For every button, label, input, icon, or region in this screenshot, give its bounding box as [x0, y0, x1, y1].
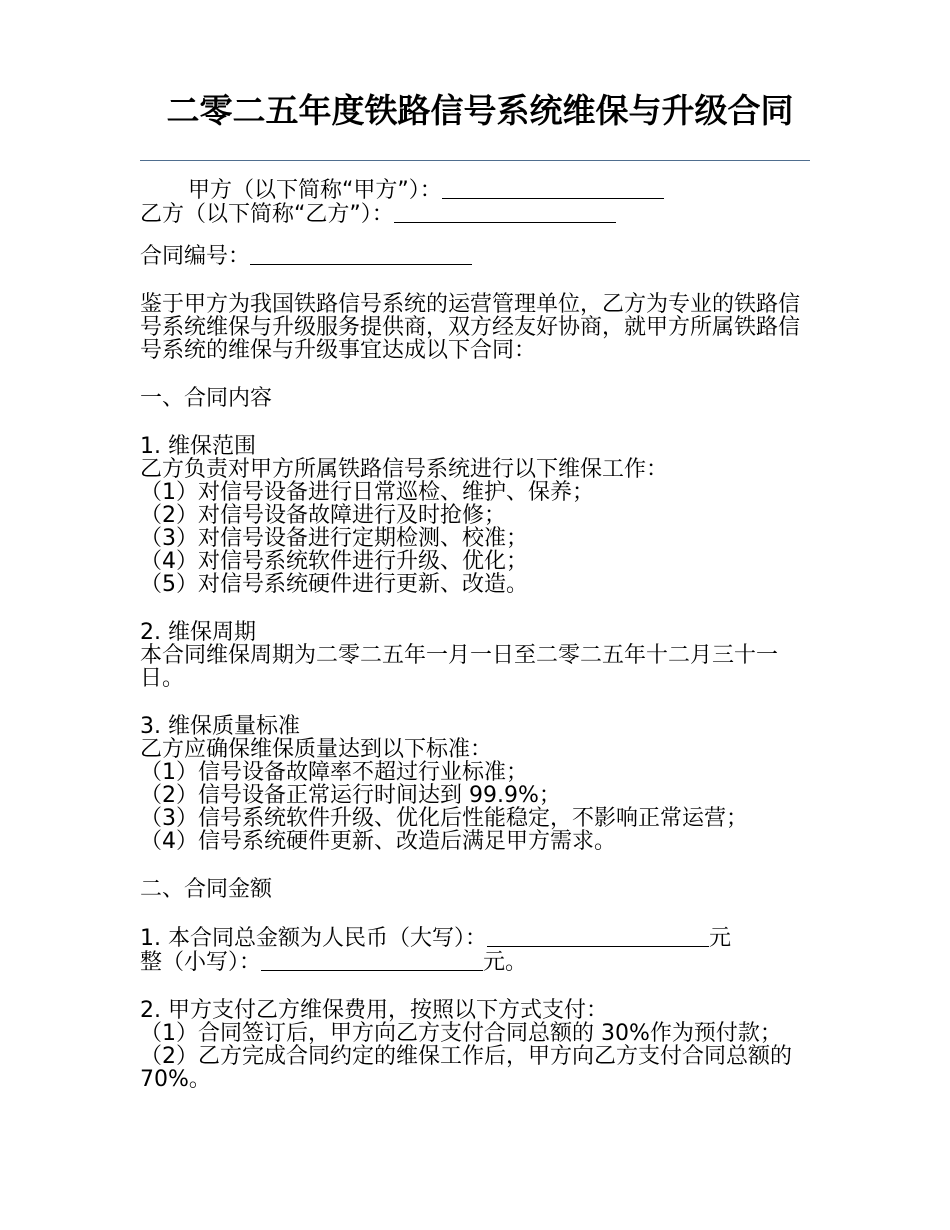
party-b-label: 乙方（以下简称“乙方”）：: [140, 202, 394, 227]
paragraph: 乙方应确保维保质量达到以下标准：: [140, 737, 493, 762]
list-item: （5）对信号系统硬件进行更新、改造。: [140, 572, 528, 597]
amount-unit: 元: [709, 926, 732, 951]
subsection-heading: 1. 维保范围: [140, 434, 256, 459]
document-body: [140, 178, 812, 1091]
party-a-label: 甲方（以下简称“甲方”）：: [188, 178, 442, 203]
party-a-line: [140, 178, 812, 202]
amount-line-2: [140, 950, 812, 974]
section-heading: 一、合同内容: [140, 386, 273, 411]
amount-figure-unit: 元。: [483, 950, 528, 975]
party-b-line: [140, 202, 812, 226]
list-item: （1）对信号设备进行日常巡检、维护、保养；: [140, 480, 594, 505]
party-b-blank: [394, 202, 616, 223]
list-item: （3）对信号设备进行定期检测、校准；: [140, 526, 528, 551]
amount-label: 1. 本合同总金额为人民币（大写）：: [140, 926, 487, 951]
list-item: （1）合同签订后，甲方向乙方支付合同总额的 30%作为预付款；: [140, 1021, 782, 1046]
contract-number-label: 合同编号：: [140, 244, 251, 269]
subsection-heading: 3. 维保质量标准: [140, 714, 300, 739]
list-item: （4）对信号系统软件进行升级、优化；: [140, 549, 528, 574]
contract-number-blank: [250, 244, 472, 265]
paragraph: 本合同维保周期为二零二五年一月一日至二零二五年十二月三十一日。: [140, 643, 779, 691]
list-item: （3）信号系统软件升级、优化后性能稳定，不影响正常运营；: [140, 806, 748, 831]
list-item: （2）乙方完成合同约定的维保工作后，甲方向乙方支付合同总额的 70%。: [140, 1044, 792, 1092]
list-item: （1）信号设备故障率不超过行业标准；: [140, 760, 528, 785]
list-item: （2）对信号设备故障进行及时抢修；: [140, 503, 506, 528]
amount-words-blank: [487, 926, 709, 947]
amount-figure-blank: [261, 950, 483, 971]
subsection-heading: 2. 维保周期: [140, 620, 256, 645]
contract-number-line: [140, 244, 812, 268]
paragraph: 2. 甲方支付乙方维保费用，按照以下方式支付：: [140, 998, 608, 1023]
contract-title: 二零二五年度铁路信号系统维保与升级合同: [166, 91, 794, 130]
amount-line: [140, 926, 812, 950]
list-item: （4）信号系统硬件更新、改造后满足甲方需求。: [140, 829, 616, 854]
amount-figure-label: 整（小写）：: [140, 950, 262, 975]
party-a-blank: [442, 178, 664, 199]
paragraph: 乙方负责对甲方所属铁路信号系统进行以下维保工作：: [140, 457, 669, 482]
title-underline: [140, 160, 810, 161]
list-item: （2）信号设备正常运行时间达到 99.9%；: [140, 783, 561, 808]
section-heading: 二、合同金额: [140, 877, 273, 902]
preamble-paragraph: 鉴于甲方为我国铁路信号系统的运营管理单位，乙方为专业的铁路信号系统维保与升级服务提供商，双方经友好协商，就甲方所属铁路信号系统的维保与升级事宜达成以下合同：: [140, 292, 801, 363]
